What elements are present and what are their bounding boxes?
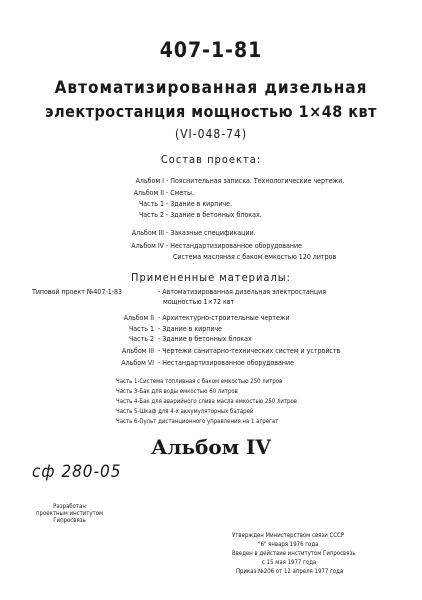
composition-label-6: Альбом IV <box>131 242 164 250</box>
material-text-3: - Здание в бетонных блоках <box>158 335 252 343</box>
composition-label-3: Часть 1 <box>138 200 164 208</box>
part-line-2: Часть 3-Бак для воды емкостью 60 литров <box>116 388 238 395</box>
material-text-5: - Нестандартизированное оборудование <box>158 359 294 367</box>
composition-label-1: Альбом I <box>135 177 164 185</box>
part-line-3: Часть 4-Бак для аварийного слива масла емкостью 250 литров <box>116 398 297 405</box>
composition-label-5: Альбом III <box>131 229 164 237</box>
project-code: 407-1-81 <box>159 38 263 62</box>
composition-text-4: - Здание в бетонных блоках. <box>166 211 262 219</box>
developer-line-1: Разработан <box>53 503 86 510</box>
composition-text-6: - Нестандартизированное оборудование <box>166 242 302 250</box>
composition-text-1: - Пояснительная записка. Технологические чертежи. <box>166 177 345 185</box>
approval-line-3: Введен в действие институтом Гипросвязь <box>232 550 356 557</box>
material-label-2: Часть 1 <box>128 325 154 333</box>
composition-text-5: - Заказные спецификации. <box>166 229 256 237</box>
developer-line-3: Гипросвязь <box>53 517 86 524</box>
composition-label-4: Часть 2 <box>138 211 164 219</box>
part-line-1: Часть 1-Система топливная с баком емкостью 250 литров <box>116 378 283 385</box>
approval-line-5: Приказ №206 от 12 апреля 1977 года <box>236 568 344 575</box>
part-line-4: Часть 5-Шкаф для 4-х аккумуляторных батарей <box>116 408 254 415</box>
material-label-5: Альбом VI <box>121 359 154 367</box>
material-label-4: Альбом III <box>121 347 154 355</box>
standard-project-label: Типовой проект №407-1-83 <box>32 288 123 296</box>
standard-project-text-2: мощностью 1×72 квт <box>163 298 235 306</box>
title-line-1: Автоматизированная дизельная <box>54 78 368 98</box>
approval-line-1: Утвержден Министерством связи СССР <box>232 532 345 539</box>
archive-stamp: сф 280-05 <box>32 462 122 482</box>
album-number: Альбом IV <box>151 435 271 459</box>
composition-text-3: - Здание в кирпиче. <box>166 200 233 208</box>
materials-heading: Примененные материалы: <box>131 271 291 284</box>
material-label-1: Альбом II <box>123 314 154 322</box>
material-text-4: - Чертежи санитарно-технических систем и устройств <box>158 347 341 355</box>
developer-line-2: проектным институтом <box>36 510 104 517</box>
composition-heading: Состав проекта: <box>160 153 262 166</box>
material-text-2: - Здание в кирпиче <box>158 325 223 333</box>
developer-block <box>36 503 103 524</box>
material-label-3: Часть 2 <box>128 335 154 343</box>
part-line-5: Часть 6-Пульт дистанционного управления на 1 агрегат <box>116 418 279 425</box>
title-line-2: электростанция мощностью 1×48 квт <box>45 102 377 121</box>
composition-text-2: - Сметы. <box>166 189 194 197</box>
project-subtitle: (VI-048-74) <box>174 127 248 141</box>
composition-text-7: Система масляная с баком емкостью 120 литров <box>173 253 337 261</box>
material-text-1: - Архитектурно-строительные чертежи <box>158 314 290 322</box>
standard-project-text-1: - Автоматизированная дизельная электростанция <box>158 288 327 296</box>
approval-line-4: с 15 мая 1977 года <box>262 559 317 566</box>
composition-label-2: Альбом II <box>133 189 164 197</box>
approval-line-2: "6" января 1976 года <box>258 541 319 548</box>
